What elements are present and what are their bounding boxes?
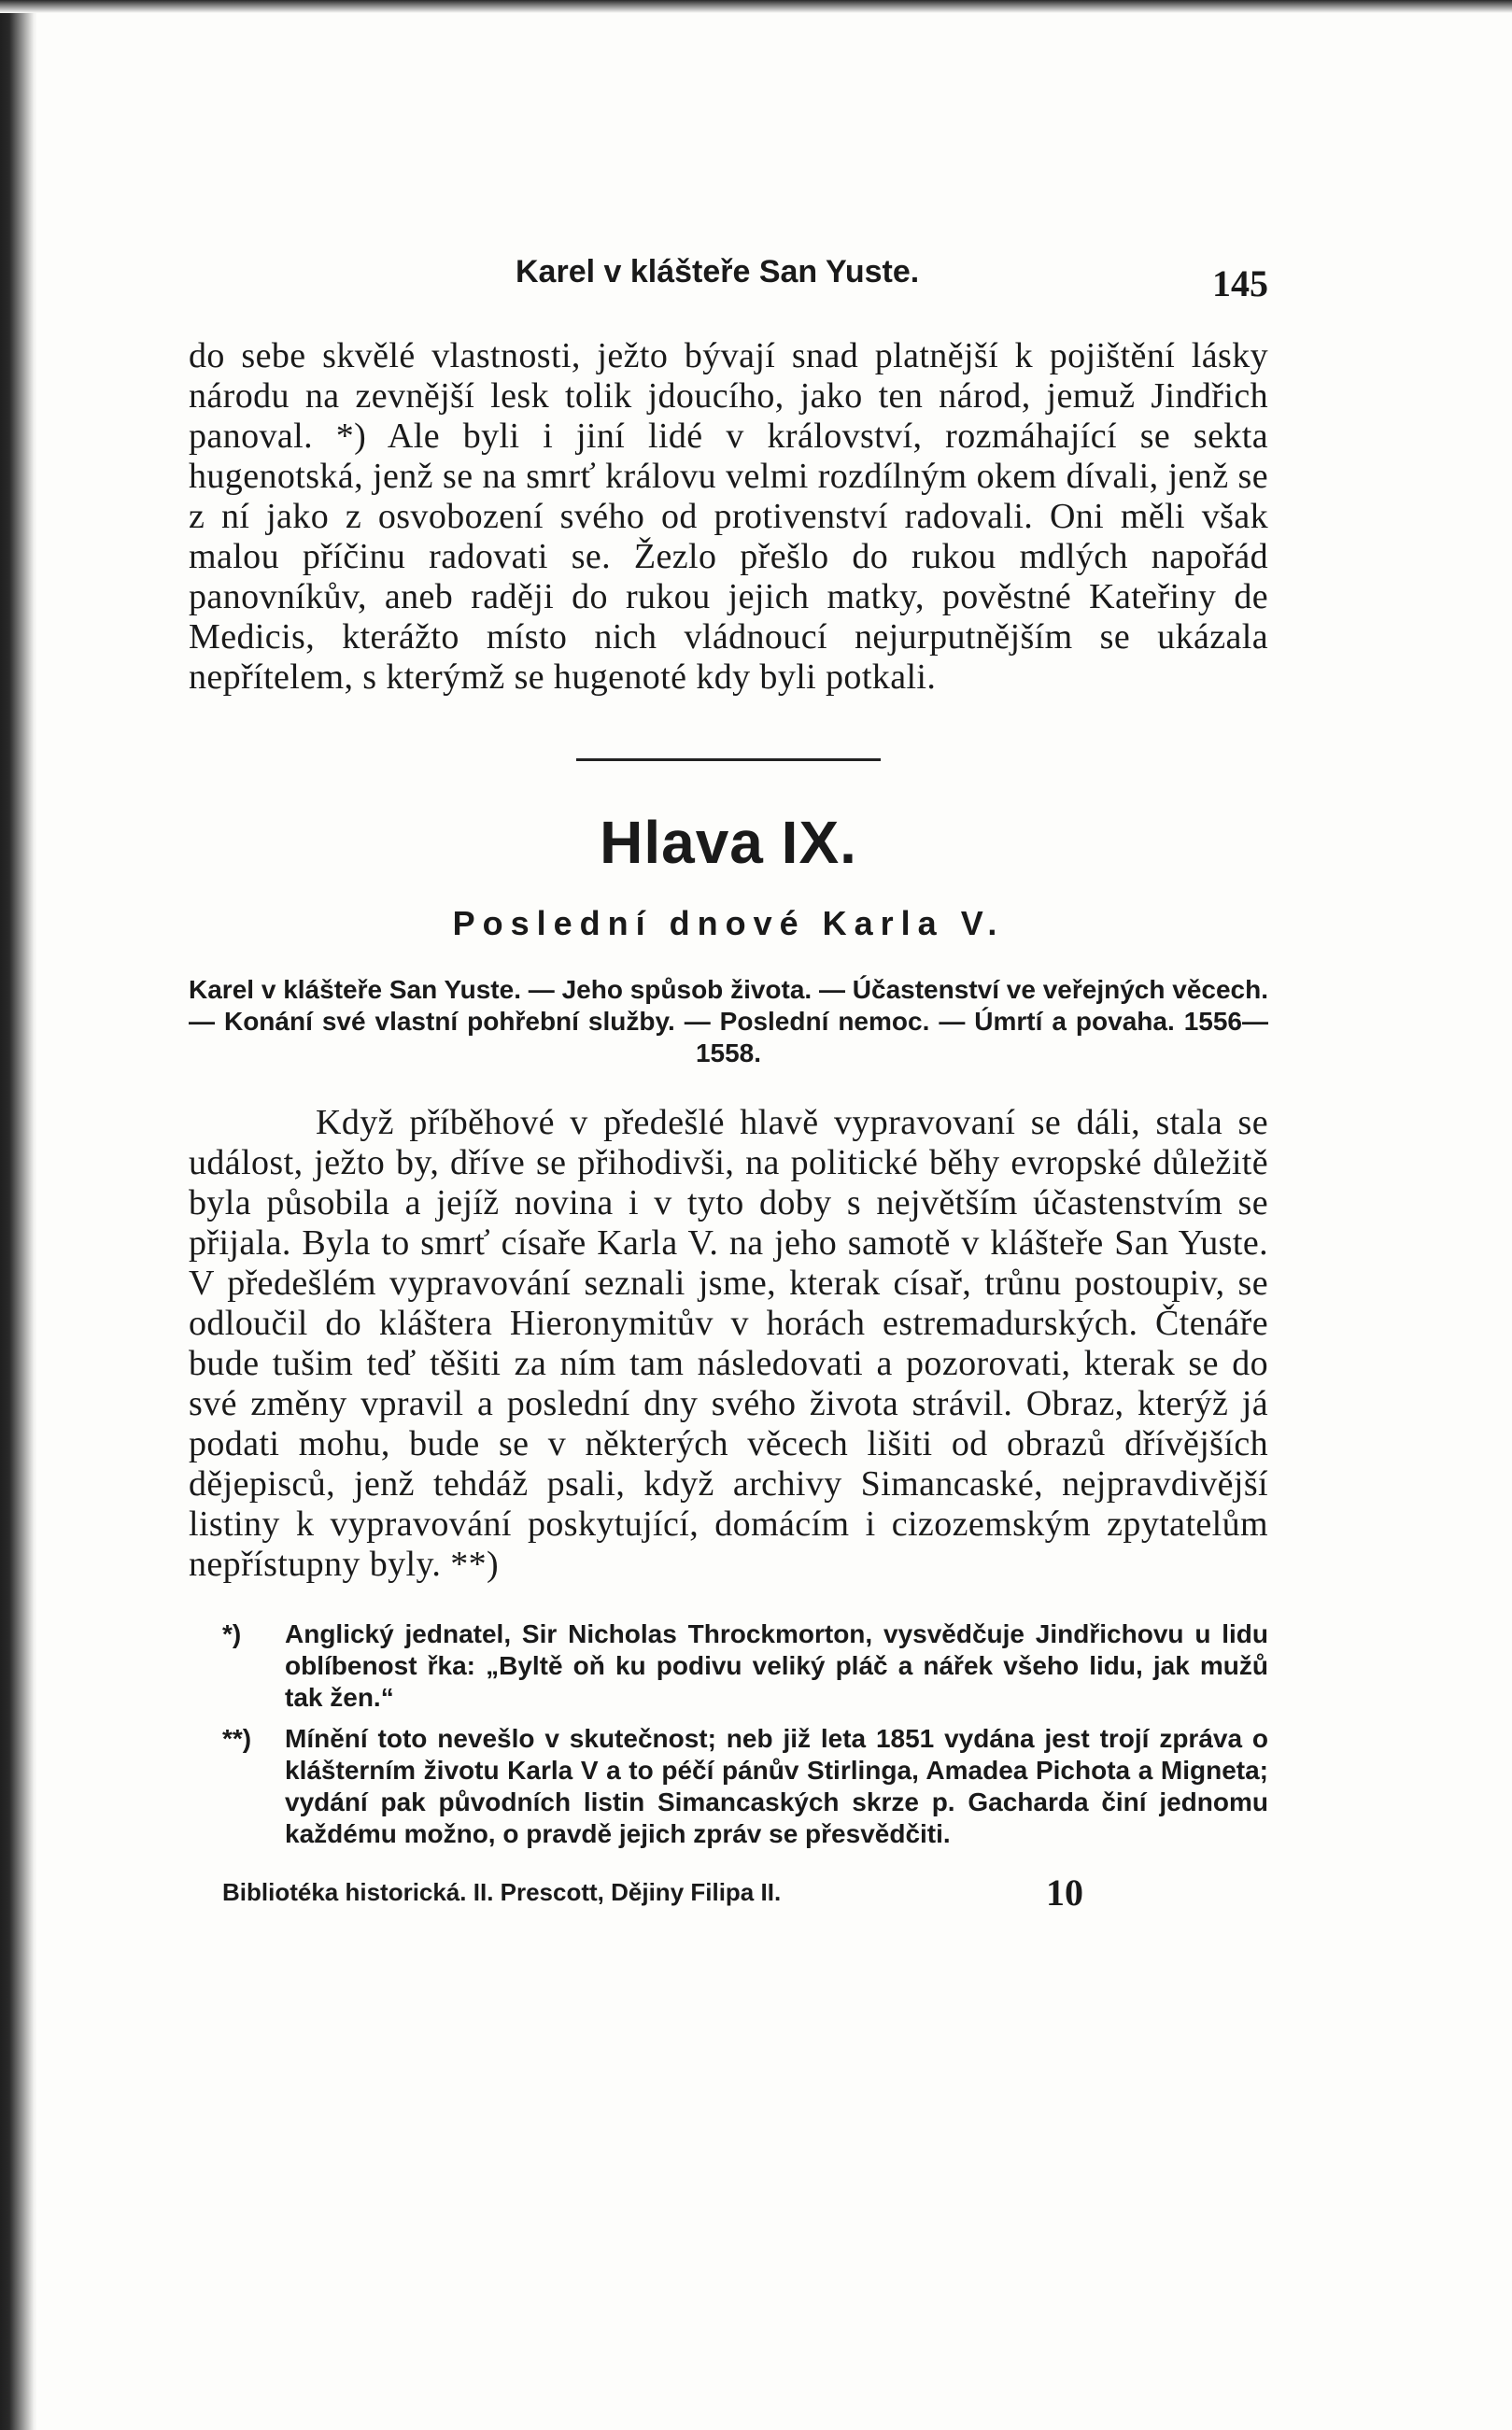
footnote bbox=[189, 1723, 1268, 1850]
footnote-text: Anglický jednatel, Sir Nicholas Throckmorton, vysvědčuje Jindřichovu u lidu oblíbenost řka: „Byltě oň ku podivu veliký pláč a nářek všeho lidu, jak mužů tak žen.“ bbox=[285, 1619, 1268, 1712]
running-head bbox=[189, 245, 1268, 304]
page-footer bbox=[189, 1871, 1268, 1917]
book-page bbox=[189, 245, 1268, 1917]
chapter-heading: Hlava IX. bbox=[600, 809, 857, 876]
section-divider bbox=[576, 758, 881, 761]
sheet-number: 10 bbox=[1046, 1872, 1083, 1914]
chapter-subtitle: Poslední dnové Karla V. bbox=[452, 904, 1005, 942]
footnote bbox=[189, 1618, 1268, 1714]
chapter-body-paragraph: Když příběhové v předešlé hlavě vypravovaní se dáli, stala se událost, ježto by, dříve se přihodivši, na politické běhy evropské důležitě byla působila a jejíž novina i v tyto doby s největším účastenstvím se přijala. Byla to smrť císaře Karla V. na jeho samotě v klášteře San Yuste. V předešlém vypravování seznali jsme, kterak císař, trůnu postoupiv, se odloučil do kláštera Hieronymitův v horách estremadurských. Čtenáře bude tušim teď těšiti za ním tam následovati a pozorovati, kterak se do své změny vpravil a poslední dny svého života strávil. Obraz, kterýž já podati mohu, bude se v některých věcech lišiti od obrazů dřívějších dějepisců, jenž tehdáž psali, když archivy Simancaské, nejpravdivější listiny k vypravování poskytující, domácím i cizozemským zpytatelům nepřístupny byly. **) bbox=[189, 1103, 1268, 1584]
chapter-summary: Karel v klášteře San Yuste. — Jeho spůsob života. — Účastenství ve veřejných věcech. — Konání své vlastní pohřební služby. — Poslední nemoc. — Úmrtí a povaha. 1556—1558. bbox=[189, 975, 1268, 1067]
scan-edge-top bbox=[0, 0, 1512, 13]
continued-paragraph: do sebe skvělé vlastnosti, ježto bývají snad platnější k pojištění lásky národu na zevnější lesk tolik jdoucího, jako ten národ, jemuž Jindřich panoval. *) Ale byli i jiní lidé v království, rozmáhající se sekta hugenotská, jenž se na smrť královu velmi rozdílným okem dívali, jenž se z ní jako z osvobození svého od protivenství radovali. Oni měli však malou příčinu radovati se. Žezlo přešlo do rukou mdlých napořád panovníkův, aneb raději do rukou jejich matky, pověstné Kateřiny de Medicis, kterážto místo nich vládnoucí nejurputnějším se ukázala nepřítelem, s kterýmž se hugenoté kdy byli potkali. bbox=[189, 336, 1268, 697]
printer-signature: Bibliotéka historická. II. Prescott, Dějiny Filipa II. bbox=[222, 1878, 782, 1906]
footnote-marker: *) bbox=[222, 1619, 242, 1648]
scan-edge-left bbox=[0, 0, 37, 2430]
footnote-text: Mínění toto nevešlo v skutečnost; neb již leta 1851 vydána jest trojí zpráva o klášterním životu Karla V a to péčí pánův Stirlinga, Amadea Pichota a Migneta; vydání pak původních listin Simancaských skrze p. Gacharda činí jednomu každému možno, o pravdě jejich zpráv se přesvědčiti. bbox=[285, 1724, 1268, 1848]
footnote-marker: **) bbox=[222, 1724, 252, 1753]
page-number: 145 bbox=[1212, 262, 1268, 304]
footnotes bbox=[189, 1618, 1268, 1850]
running-title: Karel v klášteře San Yuste. bbox=[516, 254, 920, 290]
